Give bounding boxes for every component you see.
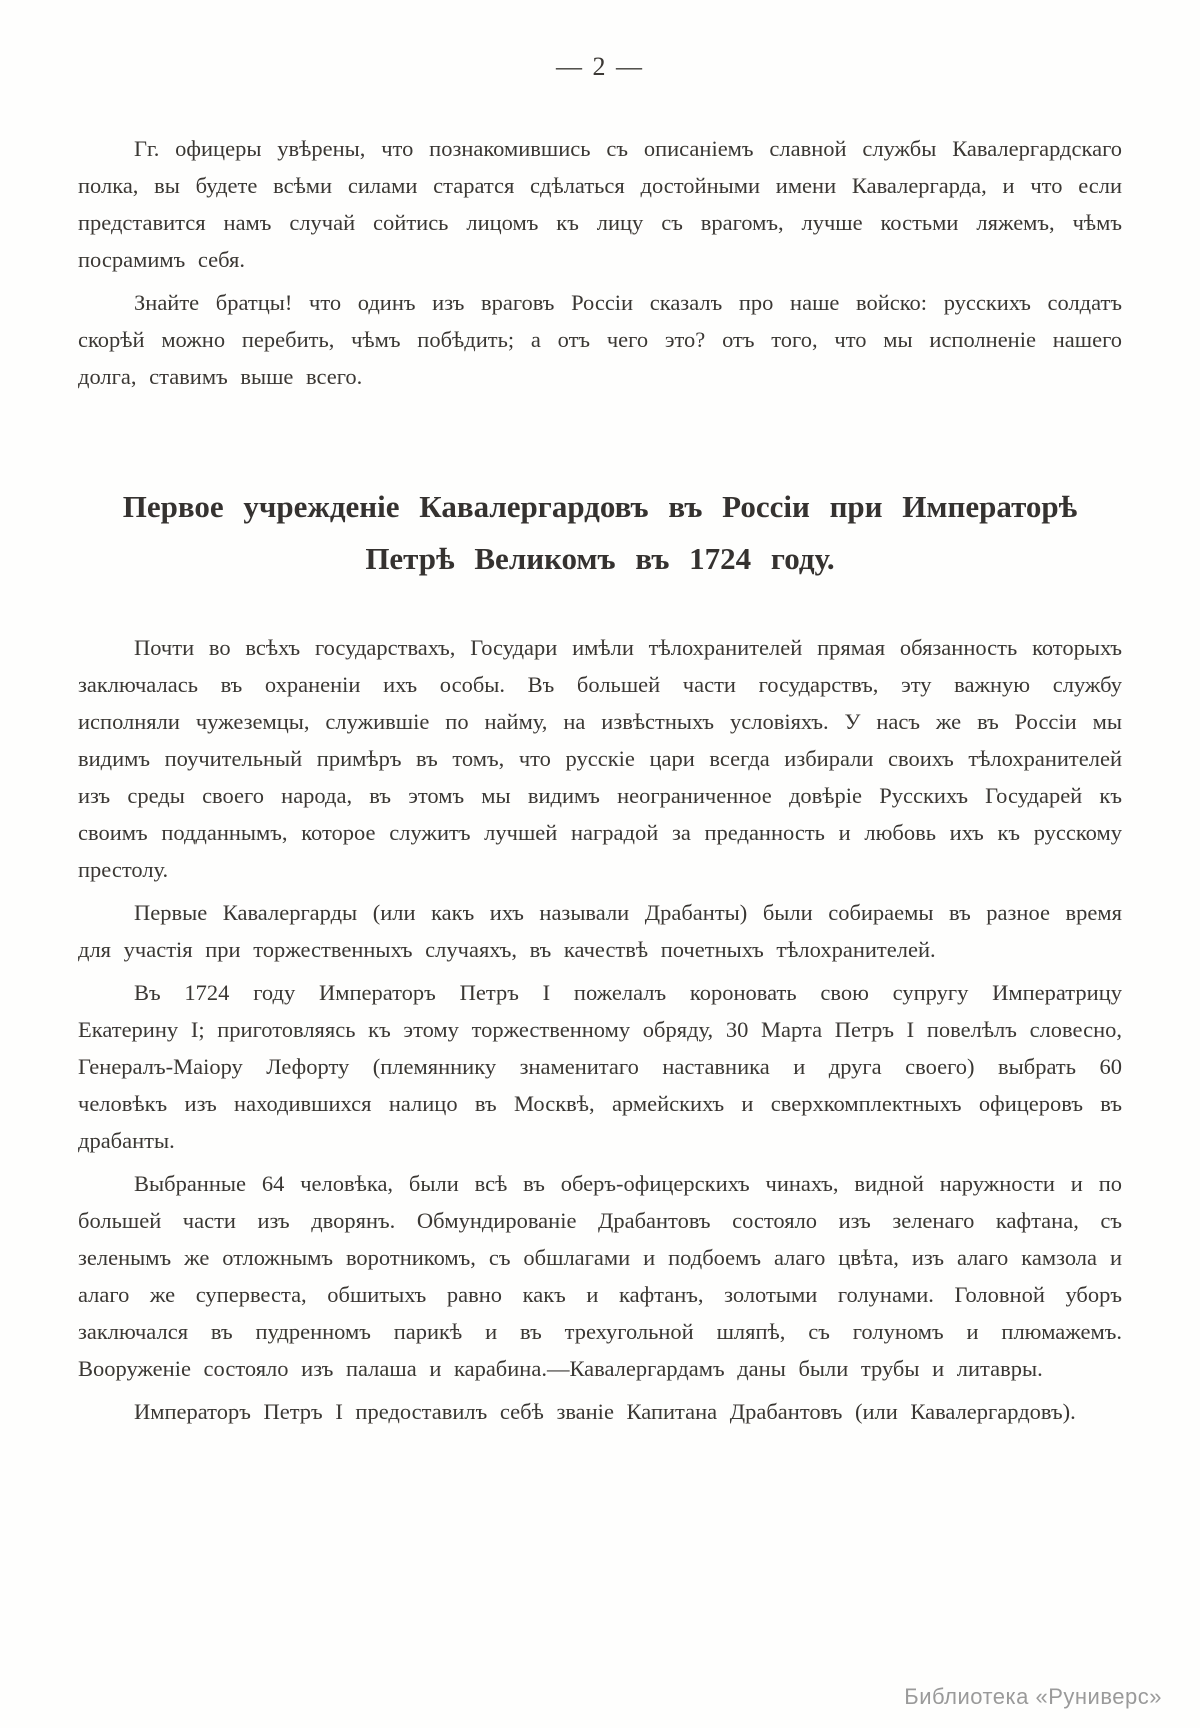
paragraph: Выбранные 64 человѣка, были всѣ въ оберъ-офицерскихъ чинахъ, видной наружности и по большей части изъ дворянъ. Обмундированіе Драбантовъ состояло изъ зеленаго кафтана, съ зеленымъ же отложнымъ воротникомъ, съ обшлагами и подбоемъ алаго цвѣта, изъ алаго камзола и алаго же супервеста, обшитыхъ равно какъ и кафтанъ, золотыми голунами. Головной уборъ заключался въ пудренномъ парикѣ и въ трехугольной шляпѣ, съ голуномъ и плюмажемъ. Вооруженіе состояло изъ палаша и карабина.—Кавалергардамъ даны были трубы и литавры. xyxy=(78,1171,1122,1381)
paragraph: Императоръ Петръ I предоставилъ себѣ званіе Капитана Драбантовъ (или Кавалергардовъ). xyxy=(134,1399,1076,1424)
intro-text-block xyxy=(78,130,1122,395)
body-text-block xyxy=(78,629,1122,1430)
library-watermark: Библиотека «Руниверс» xyxy=(904,1684,1162,1709)
page-number: — 2 — xyxy=(556,52,644,81)
paragraph: Почти во всѣхъ государствахъ, Государи имѣли тѣлохранителей прямая обязанность которыхъ заключалась въ охраненіи ихъ особы. Въ большей части государствъ, эту важную службу исполняли чужеземцы, служившіе по найму, на извѣстныхъ условіяхъ. У насъ же въ Россіи мы видимъ поучительный примѣръ въ томъ, что русскіе цари всегда избирали своихъ тѣлохранителей изъ среды своего народа, въ этомъ мы видимъ неограниченное довѣріе Русскихъ Государей къ своимъ подданнымъ, которое служитъ лучшей наградой за преданность и любовь ихъ къ русскому престолу. xyxy=(78,635,1122,882)
paragraph: Первые Кавалергарды (или какъ ихъ называли Драбанты) были собираемы въ разное время для участія при торжественныхъ случаяхъ, въ качествѣ почетныхъ тѣлохранителей. xyxy=(78,900,1122,962)
paragraph: Въ 1724 году Императоръ Петръ I пожелалъ короновать свою супругу Императрицу Екатерину I; приготовляясь къ этому торжественному обряду, 30 Марта Петръ I повелѣлъ словесно, Генералъ-Маіору Лефорту (племяннику знаменитаго наставника и друга своего) выбрать 60 человѣкъ изъ находившихся налицо въ Москвѣ, армейскихъ и сверхкомплектныхъ офицеровъ въ драбанты. xyxy=(78,980,1122,1153)
paragraph: Гг. офицеры увѣрены, что познакомившись съ описаніемъ славной службы Кавалергардскаго полка, вы будете всѣми силами старатся сдѣлаться достойными имени Кавалергарда, и что если представится намъ случай сойтись лицомъ къ лицу съ врагомъ, лучше костьми ляжемъ, чѣмъ посрамимъ себя. xyxy=(78,136,1122,272)
section-heading: Первое учрежденіе Кавалергардовъ въ Россіи при Императорѣ Петрѣ Великомъ въ 1724 году. xyxy=(122,489,1078,576)
paragraph: Знайте братцы! что одинъ изъ враговъ Россіи сказалъ про наше войско: русскихъ солдатъ скорѣй можно перебить, чѣмъ побѣдить; а отъ чего это? отъ того, что мы исполненіе нашего долга, ставимъ выше всего. xyxy=(78,290,1122,389)
